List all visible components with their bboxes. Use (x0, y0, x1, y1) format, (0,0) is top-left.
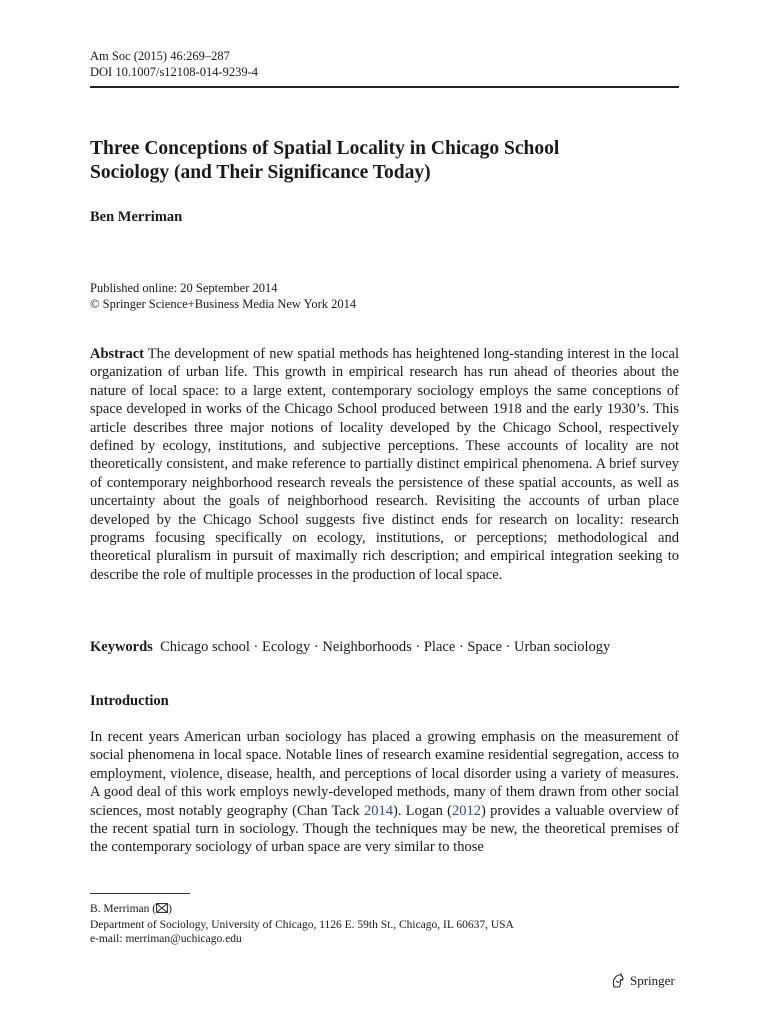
keywords-list: Chicago school · Ecology · Neighborhoods · Place · Space · Urban sociology (160, 639, 611, 655)
citation-link-logan[interactable]: 2012 (451, 802, 481, 819)
doi: DOI 10.1007/s12108-014-9239-4 (90, 65, 259, 79)
footnote-rule (90, 893, 190, 894)
abstract-label: Abstract (90, 346, 144, 362)
intro-text-part-2: ). Logan ( (392, 802, 452, 819)
article-title (90, 137, 679, 185)
abstract (90, 345, 679, 584)
introduction-paragraph (90, 728, 679, 857)
springer-horse-icon (610, 973, 626, 989)
published-date: Published online: 20 September 2014 (90, 281, 278, 295)
section-heading-introduction: Introduction (90, 693, 169, 709)
intro-text-part-1: In recent years American urban sociology has placed a growing emphasis on the measurement of social phenomena in local space. Notable lines of research examine residential segregation, access to employment, violence, disease, health, and perceptions of local disorder using a variety of measures. A good deal of this work employs newly-developed methods, many of them drawn from other social sciences, most notably geography (Chan Tack (90, 729, 679, 819)
abstract-text: The development of new spatial methods has heightened long-standing interest in the local organization of urban life. This growth in empirical research has run ahead of theories about the nature of local space: to a large extent, contemporary sociology employs the same conceptions of space developed in works of the Chicago School produced between 1918 and the early 1930’s. This article describes three major notions of locality developed by the Chicago School, respectively defined by ecology, institutions, and subjective perceptions. These accounts of locality are not theoretically consistent, and make reference to partially distinct empirical phenomena. A brief survey of contemporary neighborhood research reveals the persistence of these spatial accounts, as well as uncertainty about the goals of neighborhood research. Revisiting the accounts of urban place developed by the Chicago School suggests five distinct ends for research on locality: research programs focusing specifically on ecology, institutions, or perceptions; methodological and theoretical pluralism in pursuit of maximally rich description; and empirical integration seeking to describe the role of multiple processes in the production of local space. (90, 346, 679, 583)
keywords (90, 638, 679, 656)
citation-link-chan-tack[interactable]: 2014 (363, 802, 393, 819)
footnote-author: B. Merriman ( ) (90, 902, 679, 918)
publication-info (90, 280, 356, 312)
footnote-email: e-mail: merriman@uchicago.edu (90, 933, 242, 945)
envelope-icon (156, 903, 168, 918)
journal-reference (90, 48, 258, 80)
title-line-2: Sociology (and Their Significance Today) (90, 162, 431, 183)
keywords-label: Keywords (90, 639, 153, 655)
publisher-logo (610, 973, 675, 989)
publisher-name: Springer (630, 973, 675, 988)
journal-citation: Am Soc (2015) 46:269–287 (90, 49, 230, 63)
header-rule (90, 86, 679, 88)
footnote-affiliation: Department of Sociology, University of Chicago, 1126 E. 59th St., Chicago, IL 60637, USA (90, 918, 514, 931)
title-line-1: Three Conceptions of Spatial Locality in Chicago School (90, 138, 560, 159)
copyright-notice: © Springer Science+Business Media New York 2014 (90, 297, 357, 311)
author-name: Ben Merriman (90, 209, 183, 225)
author-footnote (90, 902, 679, 947)
intro-text-part-3: ) provides a valuable overview of the recent spatial turn in sociology. Though the techniques may be new, the theoretical premises of the contemporary sociology of urban space are very similar to those (90, 802, 680, 856)
